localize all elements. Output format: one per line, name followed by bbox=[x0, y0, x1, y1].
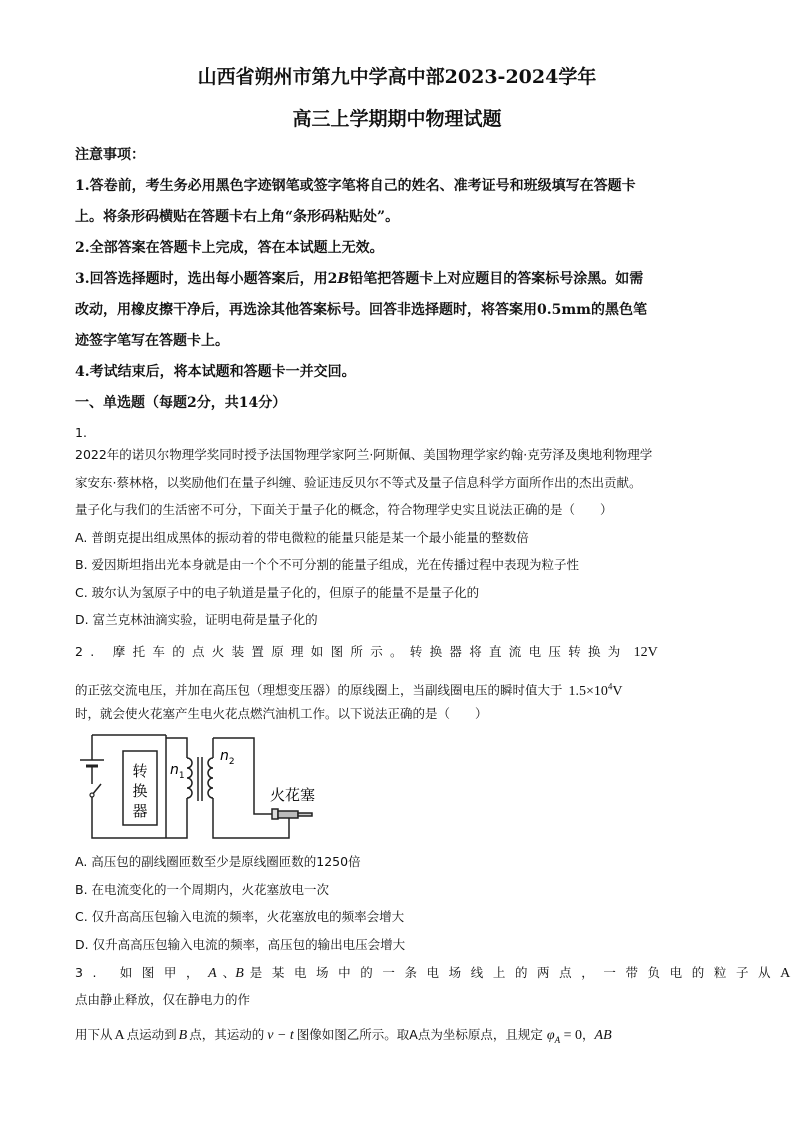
notice-item-1-line-1: 1.答卷前，考生务必用黑色字迹钢笔或签字笔将自己的姓名、准考证号和班级填写在答题卡 bbox=[75, 178, 636, 194]
notice-item-1-line-2: 上。将条形码横贴在答题卡右上角“条形码粘贴处”。 bbox=[75, 209, 400, 225]
q3-line-1: 3. 如图甲，A 、B 是某电场中的一条电场线上的两点，一带负电的粒子从A bbox=[75, 965, 791, 981]
q2-line-1: 2. 摩托车的点火装置原理如图所示。转换器将直流电压转换为 12V bbox=[75, 644, 658, 660]
q1-option-c: C. 玻尔认为氢原子中的电子轨道是量子化的，但原子的能量不是量子化的 bbox=[75, 585, 480, 600]
spark-plug-label: 火花塞 bbox=[270, 786, 316, 804]
q2-line-3: 时，就会使火花塞产生电火花点燃汽油机工作。以下说法正确的是（ ） bbox=[75, 706, 488, 721]
q3-line-2: 点由静止释放，仅在静电力的作 bbox=[75, 992, 251, 1007]
ignition-circuit-diagram bbox=[74, 732, 334, 844]
q1-option-d: D. 富兰克林油滴实验，证明电荷是量子化的 bbox=[75, 612, 318, 627]
q2-option-c: C. 仅升高高压包输入电流的频率，火花塞放电的频率会增大 bbox=[75, 909, 405, 924]
n2-label: $n_2$ bbox=[220, 748, 235, 767]
q3-line-3: 用下从 A 点运动到 B 点，其运动的 v − t 图像如图乙所示。取A点为坐标原点，且规定 $\varphi_A = 0$，AB bbox=[75, 1027, 612, 1045]
q2-option-b: B. 在电流变化的一个周期内，火花塞放电一次 bbox=[75, 882, 330, 897]
converter-label-3: 器 bbox=[132, 802, 148, 820]
notice-item-3-line-3: 迹签字笔写在答题卡上。 bbox=[75, 333, 229, 349]
n1-label: $n_1$ bbox=[170, 762, 185, 781]
section-heading: 一、单选题（每题2分，共14分） bbox=[75, 395, 287, 411]
converter-label-1: 转 bbox=[132, 762, 148, 780]
q1-option-a: A. 普朗克提出组成黑体的振动着的带电微粒的能量只能是某一个最小能量的整数倍 bbox=[75, 530, 529, 545]
converter-label-2: 换 bbox=[132, 782, 148, 800]
notice-item-2: 2.全部答案在答题卡上完成，答在本试题上无效。 bbox=[75, 240, 384, 256]
q1-stem-line-1: 2022年的诺贝尔物理学奖同时授予法国物理学家阿兰·阿斯佩、美国物理学家约翰·克劳泽及奥地利物理学 bbox=[75, 447, 653, 462]
q2-option-d: D. 仅升高高压包输入电流的频率，高压包的输出电压会增大 bbox=[75, 937, 406, 952]
notice-item-3-line-1: 3.回答选择题时，选出每小题答案后，用2B铅笔把答题卡上对应题目的答案标号涂黑。如需 bbox=[75, 271, 644, 287]
q1-number: 1. bbox=[75, 425, 87, 440]
q1-stem-line-2: 家安东·蔡林格，以奖励他们在量子纠缠、验证违反贝尔不等式及量子信息科学方面所作出的杰出贡献。 bbox=[75, 475, 642, 490]
notice-heading: 注意事项： bbox=[75, 147, 145, 163]
notice-item-3-line-2: 改动，用橡皮擦干净后，再选涂其他答案标号。回答非选择题时，将答案用0.5mm的黑色笔 bbox=[75, 302, 647, 318]
q2-line-2: 的正弦交流电压，并加在高压包（理想变压器）的原线圈上，当副线圈电压的瞬时值大于 $1.5\times 10^4V$ bbox=[75, 681, 623, 699]
exam-title: 山西省朔州市第九中学高中部2023-2024学年 bbox=[197, 66, 597, 88]
q2-option-a: A. 高压包的副线圈匝数至少是原线圈匝数的1250倍 bbox=[75, 854, 361, 869]
q1-option-b: B. 爱因斯坦指出光本身就是由一个个不可分割的能量子组成，光在传播过程中表现为粒子性 bbox=[75, 557, 580, 572]
exam-subtitle: 高三上学期期中物理试题 bbox=[292, 108, 502, 130]
q1-stem-line-3: 量子化与我们的生活密不可分，下面关于量子化的概念，符合物理学史实且说法正确的是（ ） bbox=[75, 502, 613, 517]
notice-item-4: 4.考试结束后，将本试题和答题卡一并交回。 bbox=[75, 364, 356, 380]
